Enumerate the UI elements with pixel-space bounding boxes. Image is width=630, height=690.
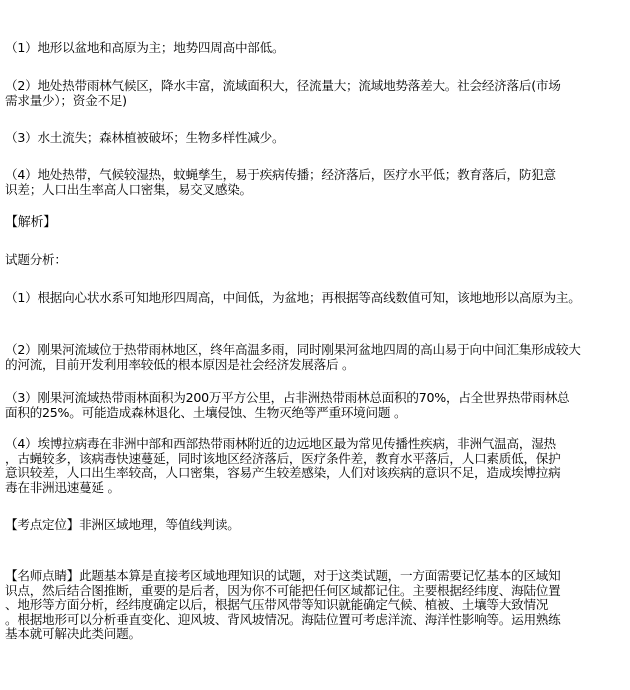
answer-2: （2）地处热带雨林气候区，降水丰富，流域面积大，径流量大；流域地势落差大。社会经济落后(市场 需求量少）；资金不足): [5, 78, 561, 108]
answer-4: （4）地处热带，气候较湿热，蚊蝇孳生，易于疾病传播；经济落后，医疗水平低；教育落后，防犯意 识差；人口出生率高人口密集，易交叉感染。: [5, 167, 556, 197]
analysis-paragraph-3: （3）刚果河流域热带雨林面积为200万平方公里，占非洲热带雨林总面积的70%，占全世界热带雨林总 面积的25%。可能造成森林退化、土壤侵蚀、生物灭绝等严重环境问题 。: [5, 390, 570, 420]
answer-1: （1）地形以盆地和高原为主；地势四周高中部低。: [5, 40, 285, 55]
kaodian-section: 【考点定位】非洲区域地理，等值线判读。: [5, 517, 240, 532]
answer-3: （3）水土流失；森林植被破坏；生物多样性减少。: [5, 130, 285, 145]
analysis-paragraph-2: （2）刚果河流域位于热带雨林地区，终年高温多雨，同时刚果河盆地四周的高山易于向中间汇集形成较大 的河流，目前开发利用率较低的根本原因是社会经济发展落后 。: [5, 342, 581, 372]
mingshi-section: 【名师点睛】此题基本算是直接考区域地理知识的试题，对于这类试题，一方面需要记忆基本的区域知 识点，然后结合图推断，重要的是后者，因为你不可能把任何区域都记住。主要根据经纬度、海陆位置 、地形等方面分析，经纬度确定以后，根据气压带风带等知识就能确定气候、植被、土壤等大致情况 。根据地形可以分析垂直变化、迎风坡、背风坡情况。海陆位置可考虑洋流、海洋性影响等。运用熟练 基本就可解决此类问题。: [5, 568, 561, 641]
analysis-heading: 【解析】: [5, 215, 57, 230]
analysis-paragraph-1: （1）根据向心状水系可知地形四周高，中间低，为盆地；再根据等高线数值可知，该地地形以高原为主。: [5, 290, 581, 305]
analysis-paragraph-4: （4）埃博拉病毒在非洲中部和西部热带雨林附近的边远地区最为常见传播性疾病，非洲气温高，湿热 ，古蝇较多，该病毒快速蔓延，同时该地区经济落后，医疗条件差，教育水平落后，人口素质低，保护 意识较差，人口出生率较高，人口密集，容易产生较差感染，人们对该疾病的意识不足，造成埃博拉病 毒在非洲迅速蔓延 。: [5, 436, 561, 495]
analysis-intro: 试题分析：: [5, 252, 67, 267]
